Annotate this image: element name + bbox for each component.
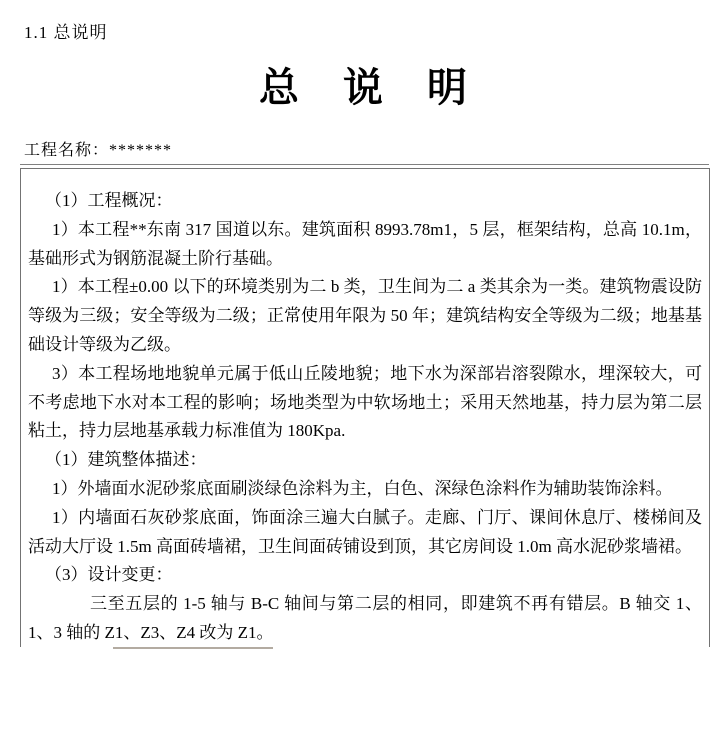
partial-bottom-line — [113, 647, 273, 649]
project-name-label: 工程名称： — [24, 142, 110, 159]
paragraph: 1）本工程±0.00 以下的环境类别为二 b 类，卫生间为二 a 类其余为一类。建筑物震设防等级为三级；安全等级为二级；正常使用年限为 50 年；建筑结构安全等级为二级；地基基础设计等级为乙级。 — [28, 277, 702, 354]
paragraph: （1）工程概况： — [45, 191, 173, 210]
paragraph: 三至五层的 1-5 轴与 B-C 轴间与第二层的相同，即建筑不再有错层。B 轴交 1、1、3 轴的 Z1、Z3、Z4 改为 Z1。 — [28, 594, 702, 642]
section-heading: 1.1 总说明 — [24, 23, 108, 42]
document-title: 总 说 明 — [259, 65, 469, 110]
project-name-row — [20, 137, 709, 165]
paragraph: 3）本工程场地地貌单元属于低山丘陵地貌；地下水为深部岩溶裂隙水，埋深较大，可不考虑地下水对本工程的影响；场地类型为中软场地土；采用天然地基，持力层为第二层粘土，持力层地基承载力标准值为 180Kpa. — [28, 363, 702, 441]
paragraph: 1）本工程**东南 317 国道以东。建筑面积 8993.78m1，5 层，框架结构，总高 10.1m，基础形式为钢筋混凝土阶行基础。 — [28, 219, 702, 268]
paragraph: 1）内墙面石灰砂浆底面，饰面涂三遍大白腻子。走廊、门厅、课间休息厅、楼梯间及活动大厅设 1.5m 高面砖墙裙，卫生间面砖铺设到顶，其它房间设 1.0m 高水泥砂浆墙裙。 — [28, 507, 702, 556]
paragraph: 1）外墙面水泥砂浆底面刷淡绿色涂料为主，白色、深绿色涂料作为辅助装饰涂料。 — [52, 478, 673, 498]
paragraph: （3）设计变更： — [45, 565, 173, 585]
project-name-value: ******* — [109, 142, 173, 159]
paragraph: （1）建筑整体描述： — [45, 450, 207, 470]
content-box — [20, 168, 710, 647]
